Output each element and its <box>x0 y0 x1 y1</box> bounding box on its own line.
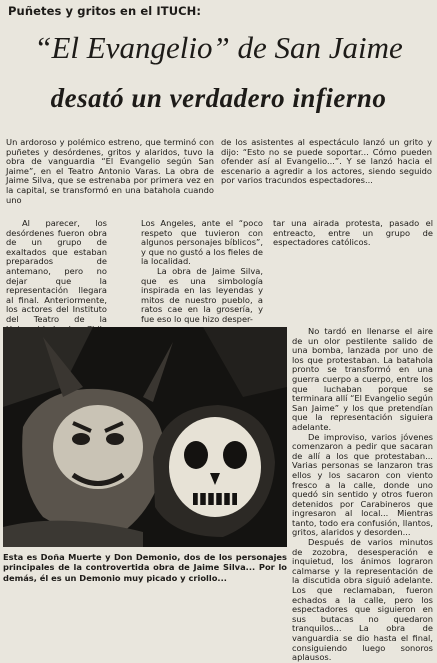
photo-devil-and-death <box>3 327 287 547</box>
body-paragraph: No tardó en llenarse el aire de un olor pestilente salido de una bomba, lanzada por uno de los que protestaban. La batahola pronto se transformó en una guerra cuerpo a cuerpo, entre los que luchaban porque se terminara allí “El Evangelio según San Jaime” y los que pretendían que la representación siguiera adelante. <box>292 326 434 432</box>
body-paragraph: La obra de Jaime Silva, que es una simbología inspirada en las leyendas y mitos de nuestro pueblo, a ratos cae en la grosería, y fue eso lo que hizo desper- <box>141 265 263 324</box>
body-column-3: tar una airada protesta, pasado el entreacto, entre un grupo de espectadores católicos. <box>273 218 433 248</box>
photo-caption: Esta es Doña Muerte y Don Demonio, dos de los personajes principales de la controvertida obra de Jaime Silva... Por lo demás, él es un Demonio muy picado y criollo... <box>3 552 287 583</box>
lede-paragraph-2: de los asistentes al espectáculo lanzó un grito y dijo: “Esto no se puede soportar... Cómo pueden ofender así al Evangelio...”. Y se lanzó hacia el escenario a agredir a los actores, siendo seguido por varios tracundos espectadores... <box>221 137 432 186</box>
headline-deck: desató un verdadero infierno <box>50 83 387 113</box>
body-paragraph: Después de varios minutos de zozobra, desesperación e inquietud, los ánimos lograron calmarse y la representación de la discutida obra siguió adelante. Los que reclamaban, fueron echados a la calle, pero los espectadores que siguieron en sus butacas no quedaron tranquilos... La obra de vanguardia se dio hasta el final, consiguiendo luego sonoros aplausos. <box>292 537 433 663</box>
lede-paragraph-1: Un ardoroso y polémico estreno, que terminó con puñetes y desórdenes, gritos y alaridos, tuvo la obra de vanguardia “El Evangelio según San Jaime”, en el Teatro Antonio Varas. La obra de Jaime Silva, que se estrenaba por primera vez en la capital, se transformó en una batahola cuando uno <box>6 137 214 205</box>
body-column-1: Al parecer, los desórdenes fueron obra de un grupo de exaltados que estaban preparados de antemano, pero no dejar que la representación llegara al final. Anteriormente, los actores del Instituto del Teatro de la <box>6 218 107 324</box>
kicker: Puñetes y gritos en el ITUCH: <box>8 4 202 18</box>
photo-image <box>3 327 287 547</box>
body-paragraph: Los Angeles, ante el “poco respeto que tuvieron con algunos personajes bíblicos”, y que no gustó a los fieles de la localidad. <box>141 218 263 267</box>
body-paragraph: De improviso, varios jóvenes comenzaron a pedir que sacaran de allí a los que protestaban... Varias personas se lanzaron tras ellos y los sacaron con viento fresco a la calle, donde uno quedó sin sentido y otros fueron detenidos por Carabineros que ingresaron al local... Mientras tanto, todo era confusión, llantos, gritos, alaridos y desorden... <box>292 431 433 538</box>
body-column-4 <box>292 326 434 663</box>
body-column-2 <box>141 219 263 327</box>
headline: “El Evangelio” de San Jaime <box>34 30 403 65</box>
